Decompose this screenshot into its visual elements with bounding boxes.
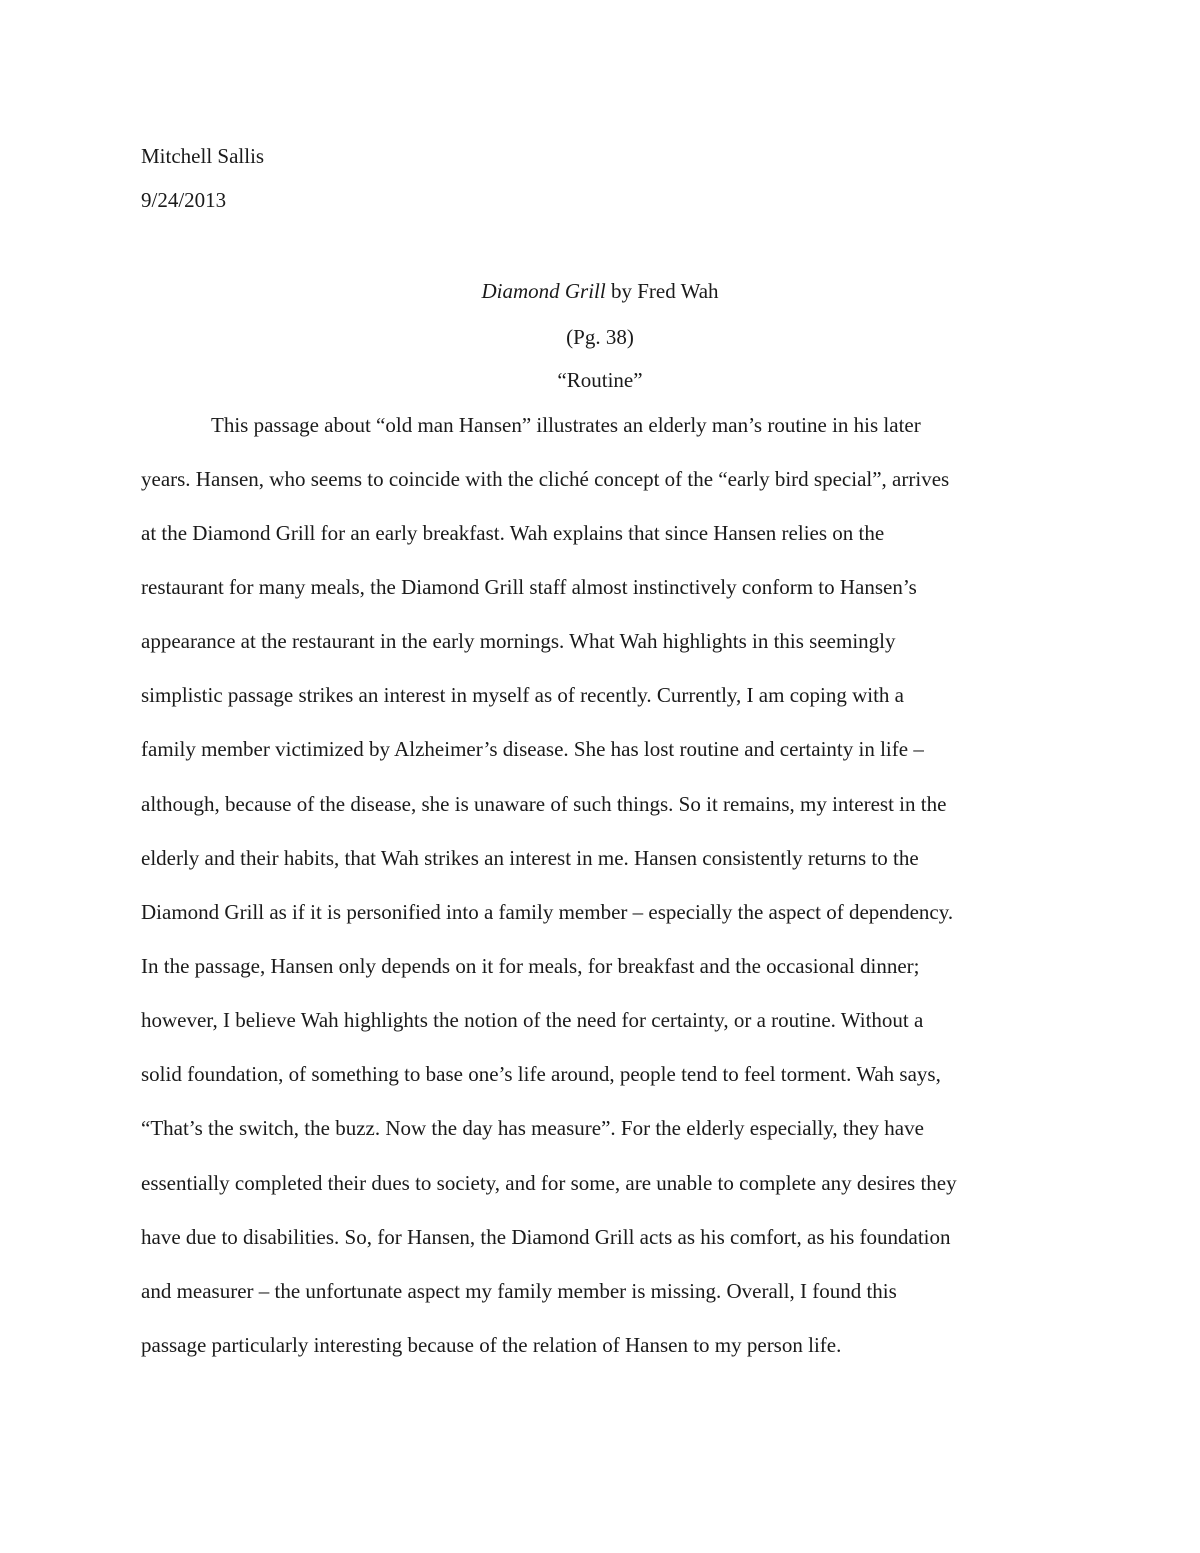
paragraph-line: and measurer – the unfortunate aspect my family member is missing. Overall, I found this (141, 1279, 897, 1303)
paragraph-line: passage particularly interesting because of the relation of Hansen to my person life. (141, 1333, 842, 1357)
paragraph-line: This passage about “old man Hansen” illustrates an elderly man’s routine in his later (211, 413, 921, 437)
paragraph-line: at the Diamond Grill for an early breakfast. Wah explains that since Hansen relies on the (141, 521, 885, 545)
paragraph-line: elderly and their habits, that Wah strikes an interest in me. Hansen consistently returns to the (141, 846, 919, 870)
document-date: 9/24/2013 (141, 188, 227, 212)
author-name: Mitchell Sallis (141, 144, 265, 168)
book-title: Diamond Grill (481, 279, 606, 303)
paragraph-line: essentially completed their dues to society, and for some, are unable to complete any desires they (141, 1171, 957, 1195)
paragraph-line: family member victimized by Alzheimer’s disease. She has lost routine and certainty in life – (141, 737, 924, 761)
page-reference: (Pg. 38) (566, 325, 634, 349)
paragraph-line: however, I believe Wah highlights the notion of the need for certainty, or a routine. Without a (141, 1008, 924, 1032)
paragraph-line: In the passage, Hansen only depends on it for meals, for breakfast and the occasional dinner; (141, 954, 920, 978)
section-title: “Routine” (557, 368, 643, 392)
paragraph-line: restaurant for many meals, the Diamond Grill staff almost instinctively conform to Hansen’s (141, 575, 917, 599)
paragraph-line: years. Hansen, who seems to coincide with the cliché concept of the “early bird special”, arrives (141, 467, 950, 491)
paragraph-line: appearance at the restaurant in the early mornings. What Wah highlights in this seemingly (141, 629, 896, 653)
document-title (0, 281, 1200, 302)
book-author-byline: by Fred Wah (605, 279, 719, 303)
paragraph-line: simplistic passage strikes an interest in myself as of recently. Currently, I am coping with a (141, 683, 905, 707)
paragraph-line: Diamond Grill as if it is personified into a family member – especially the aspect of dependency. (141, 900, 954, 924)
paragraph-line: have due to disabilities. So, for Hansen, the Diamond Grill acts as his comfort, as his foundation (141, 1225, 951, 1249)
paragraph-line: “That’s the switch, the buzz. Now the day has measure”. For the elderly especially, they have (141, 1116, 924, 1140)
paragraph-line: solid foundation, of something to base one’s life around, people tend to feel torment. Wah says, (141, 1062, 941, 1086)
paragraph-line: although, because of the disease, she is unaware of such things. So it remains, my interest in the (141, 792, 947, 816)
